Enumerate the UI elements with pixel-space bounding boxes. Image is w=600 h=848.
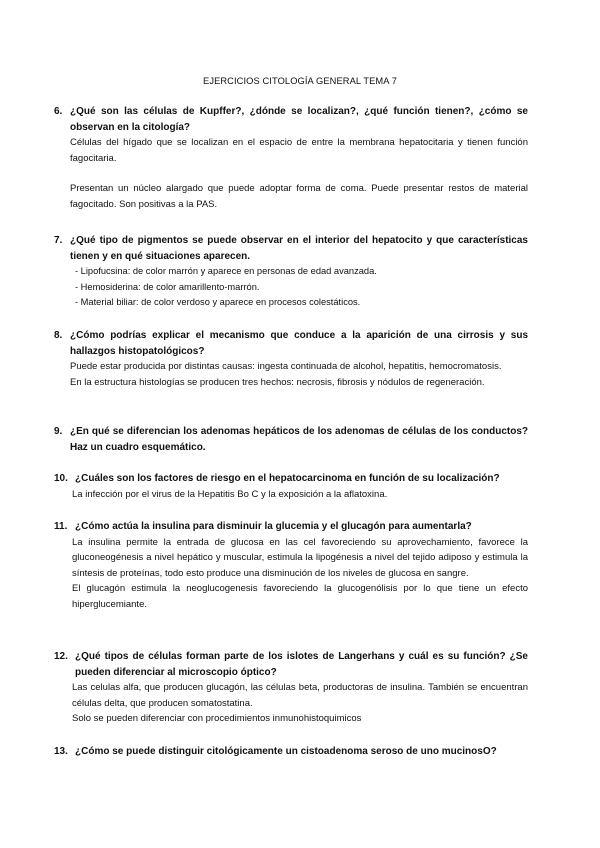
question-11 [54, 519, 528, 612]
question-number: 8. [54, 330, 63, 341]
question-text: ¿Cuáles son los factores de riesgo en el hepatocarcinoma en función de su localización? [75, 473, 500, 484]
answer [70, 135, 528, 212]
list-item: - Hemosiderina: de color amarillento-marrón. [75, 281, 260, 292]
answer [72, 535, 528, 613]
answer-paragraph: Puede estar producida por distintas causas: ingesta continuada de alcohol, hepatitis, hemocromatosis. [70, 361, 502, 372]
question-text: ¿En qué se diferencian los adenomas hepáticos de los adenomas de células de los conductos? Haz un cuadro esquemático. [70, 426, 528, 453]
question-7 [54, 233, 528, 311]
question-number: 7. [54, 235, 63, 246]
question-10 [54, 471, 528, 502]
list-item: - Material biliar: de color verdoso y aparece en procesos colestáticos. [75, 297, 361, 307]
question-number: 9. [54, 426, 63, 437]
answer-paragraph: Células del hígado que se localizan en el espacio de entre la membrana hepatocitaria y tienen función fagocitaria. [70, 137, 528, 164]
question-9 [54, 424, 528, 455]
question-number: 13. [54, 746, 68, 757]
question-text: ¿Qué tipos de células forman parte de los islotes de Langerhans y cuál es su función? ¿Se pueden diferenciar al microscopio óptico? [75, 651, 528, 678]
question-text: ¿Cómo podrías explicar el mecanismo que conduce a la aparición de una cirrosis y sus hallazgos histopatológicos? [70, 330, 528, 357]
answer-paragraph: En la estructura histologías se producen tres hechos: necrosis, fibrosis y nódulos de regeneración. [70, 376, 485, 388]
question-number: 12. [54, 651, 68, 662]
answer-paragraph: La insulina permite la entrada de glucosa en las cel favoreciendo su aprovechamiento, favorece la gluconeogénesis a nivel hepático y muscular, estimula la lipogénesis a nivel del tejido adiposo y estimula la síntesis de proteínas, todo esto produce una disminución de los niveles de glucosa en sangre. [72, 536, 528, 579]
question-13 [54, 744, 528, 760]
question-6 [54, 104, 528, 212]
question-text: ¿Qué tipo de pigmentos se puede observar en el interior del hepatocito y que características tienen y en qué situaciones aparecen. [70, 235, 528, 262]
question-12 [54, 649, 528, 727]
pigment-list [75, 264, 528, 311]
answer [72, 680, 528, 727]
answer-paragraph: Solo se pueden diferenciar con procedimientos inmunohistoquimicos [72, 713, 362, 724]
page-title: EJERCICIOS CITOLOGÍA GENERAL TEMA 7 [203, 76, 397, 86]
question-8 [54, 328, 528, 390]
question-number: 6. [54, 106, 63, 117]
answer [72, 487, 528, 503]
answer-paragraph: El glucagón estimula la neoglucogenesis favoreciendo la glucogenólisis por lo que tiene un efecto hiperglucemiante. [72, 583, 528, 610]
answer [70, 359, 528, 390]
question-number: 11. [54, 521, 68, 532]
answer-paragraph: Presentan un núcleo alargado que puede adoptar forma de coma. Puede presentar restos de material fagocitado. Son positivas a la PAS. [70, 183, 528, 210]
list-item: - Lipofucsina: de color marrón y aparece en personas de edad avanzada. [75, 266, 377, 276]
question-text: ¿Cómo se puede distinguir citológicamente un cistoadenoma seroso de uno mucinosO? [75, 746, 497, 757]
question-number: 10. [54, 473, 68, 484]
answer-paragraph: Las celulas alfa, que producen glucagón, las células beta, productoras de insulina. También se encuentran células delta, que producen somatostatina. [72, 682, 528, 709]
answer-paragraph: La infección por el virus de la Hepatitis Bo C y la exposición a la aflatoxina. [72, 488, 388, 500]
question-text: ¿Cómo actúa la insulina para disminuir la glucemia y el glucagón para aumentarla? [75, 521, 472, 532]
question-text: ¿Qué son las células de Kupffer?, ¿dónde se localizan?, ¿qué función tienen?, ¿cómo se observan en la citología? [70, 106, 528, 133]
